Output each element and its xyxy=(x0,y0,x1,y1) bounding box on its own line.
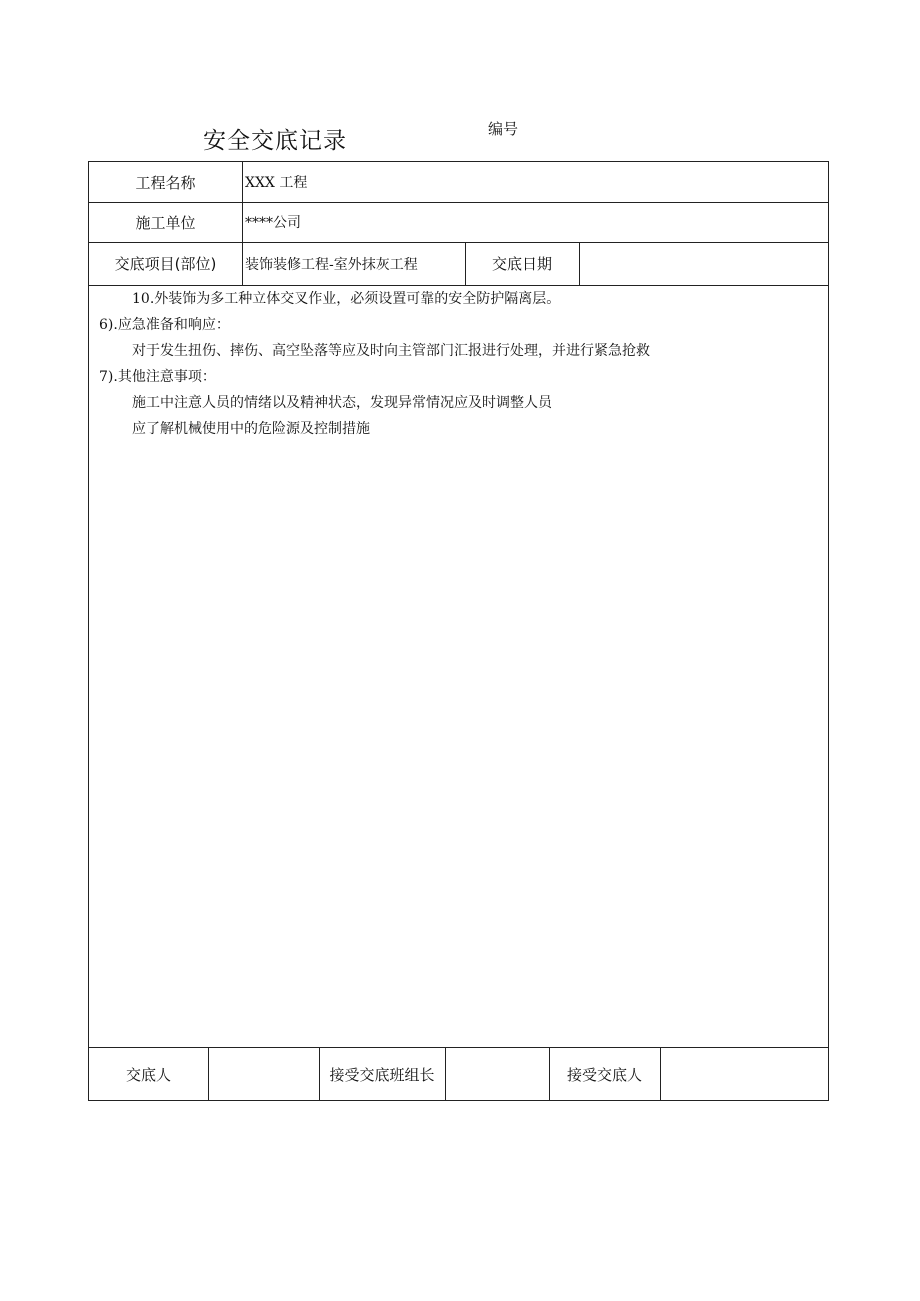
briefing-date-label: 交底日期 xyxy=(491,255,552,273)
receiver-label: 接受交底人 xyxy=(566,1065,642,1084)
briefing-date-field[interactable] xyxy=(579,242,828,285)
construction-unit-label: 施工单位 xyxy=(135,213,196,232)
content-line: 10.外装饰为多工种立体交叉作业，必须设置可靠的安全防护隔离层。 xyxy=(132,291,561,307)
content-line: 应了解机械使用中的危险源及控制措施 xyxy=(132,421,370,437)
briefing-item-field[interactable]: 装饰装修工程-室外抹灰工程 xyxy=(245,256,418,273)
project-name-field[interactable]: XXX 工程 xyxy=(245,175,308,191)
team-leader-label: 接受交底班组长 xyxy=(329,1065,435,1084)
discloser-signature-field[interactable] xyxy=(208,1047,319,1101)
project-name-label: 工程名称 xyxy=(135,173,196,192)
briefing-item-label: 交底项目(部位) xyxy=(114,255,217,273)
content-line: 施工中注意人员的情绪以及精神状态，发现异常情况应及时调整人员 xyxy=(132,395,552,411)
document-number-label: 编号 xyxy=(488,120,519,138)
document-title: 安全交底记录 xyxy=(203,128,347,154)
construction-unit-field[interactable]: ****公司 xyxy=(245,215,301,231)
content-line: 对于发生扭伤、摔伤、高空坠落等应及时向主管部门汇报进行处理，并进行紧急抢救 xyxy=(132,343,650,359)
team-leader-signature-field[interactable] xyxy=(445,1047,549,1101)
safety-briefing-form xyxy=(88,161,829,1101)
receiver-signature-field[interactable] xyxy=(660,1047,828,1101)
content-line: 7).其他注意事项： xyxy=(99,369,216,385)
content-line: 6).应急准备和响应： xyxy=(99,317,230,333)
briefing-content[interactable] xyxy=(89,286,828,1047)
discloser-label: 交底人 xyxy=(125,1065,171,1084)
